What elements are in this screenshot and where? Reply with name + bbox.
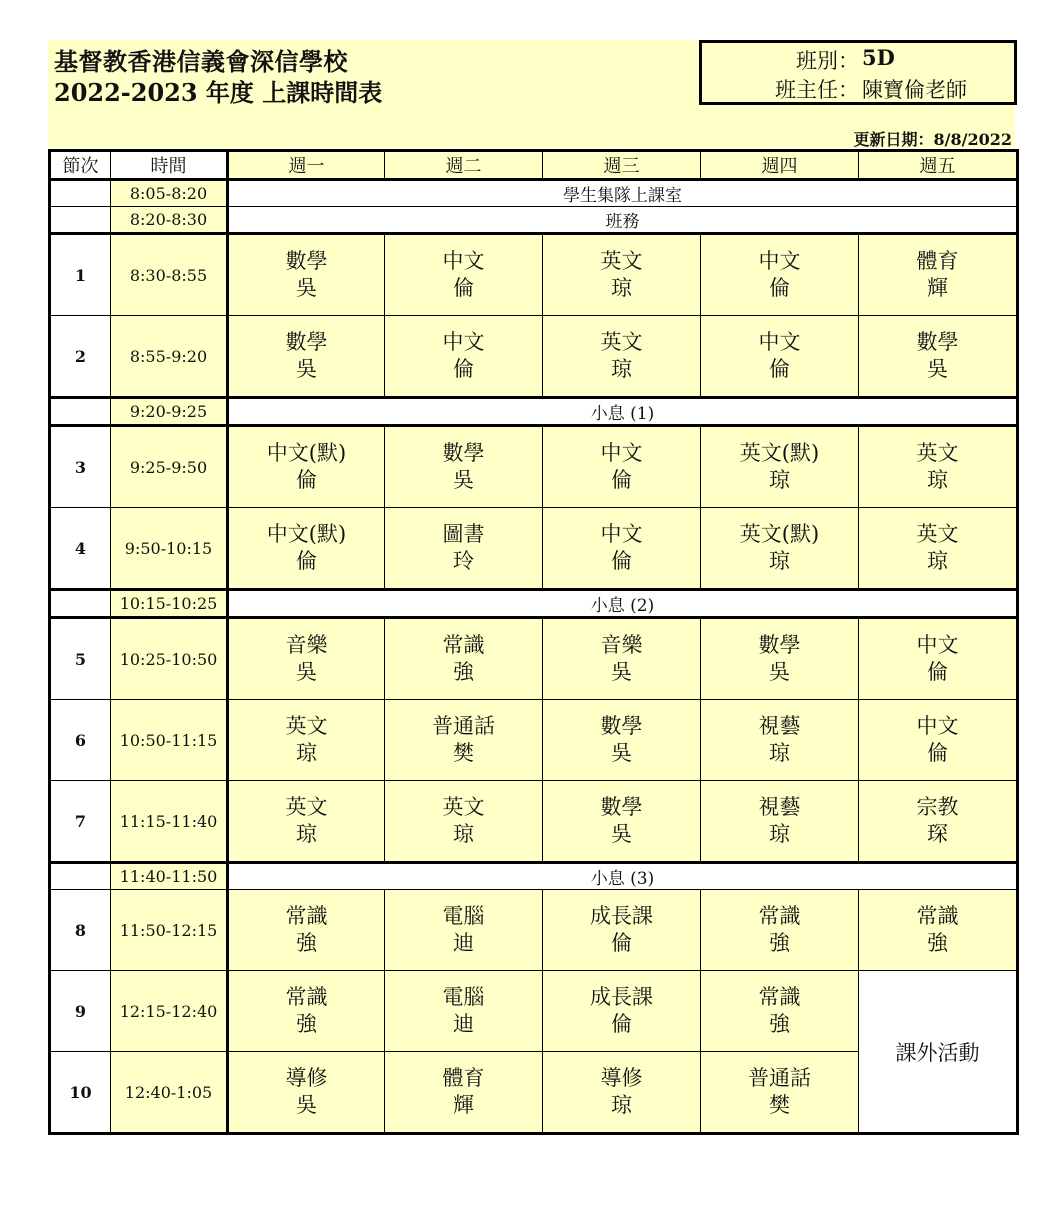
time-cell: 9:25-9:50 bbox=[111, 426, 228, 508]
lesson-teacher: 倫 bbox=[769, 276, 790, 300]
time-cell: 8:05-8:20 bbox=[111, 180, 228, 207]
period-number-cell bbox=[50, 398, 111, 426]
lesson-cell bbox=[543, 426, 701, 508]
lesson-cell bbox=[701, 971, 859, 1052]
lesson-cell bbox=[385, 316, 543, 398]
time-cell: 8:55-9:20 bbox=[111, 316, 228, 398]
lesson-subject: 數學 bbox=[442, 441, 485, 465]
time-cell: 10:50-11:15 bbox=[111, 700, 228, 781]
period-row bbox=[50, 781, 1018, 863]
lesson-cell bbox=[859, 700, 1018, 781]
lesson-teacher: 琼 bbox=[611, 276, 632, 300]
period-number: 4 bbox=[50, 508, 111, 590]
info-row bbox=[50, 590, 1018, 618]
lesson-cell bbox=[701, 426, 859, 508]
lesson-cell bbox=[228, 234, 385, 316]
lesson-teacher: 倫 bbox=[611, 931, 632, 955]
lesson-cell bbox=[859, 426, 1018, 508]
lesson-teacher: 強 bbox=[296, 931, 317, 955]
lesson-subject: 英文 bbox=[916, 522, 959, 546]
lesson-teacher: 吳 bbox=[611, 822, 632, 846]
lesson-subject: 成長課 bbox=[590, 904, 653, 928]
lesson-cell bbox=[228, 618, 385, 700]
lesson-subject: 常識 bbox=[758, 904, 801, 928]
lesson-subject: 常識 bbox=[758, 985, 801, 1009]
lesson-subject: 圖書 bbox=[442, 522, 485, 546]
lesson-subject: 中文(默) bbox=[266, 522, 347, 546]
col-header-mon: 週一 bbox=[228, 151, 385, 180]
info-text: 小息 (3) bbox=[228, 863, 1018, 890]
lesson-cell bbox=[228, 700, 385, 781]
lesson-subject: 數學 bbox=[600, 714, 643, 738]
time-cell: 8:20-8:30 bbox=[111, 207, 228, 234]
lesson-teacher: 樊 bbox=[769, 1093, 790, 1117]
lesson-cell bbox=[701, 508, 859, 590]
lesson-teacher: 琼 bbox=[769, 822, 790, 846]
period-row bbox=[50, 316, 1018, 398]
lesson-cell bbox=[228, 781, 385, 863]
lesson-teacher: 倫 bbox=[927, 741, 948, 765]
lesson-cell bbox=[543, 700, 701, 781]
time-cell: 10:15-10:25 bbox=[111, 590, 228, 618]
lesson-subject: 數學 bbox=[285, 330, 328, 354]
lesson-teacher: 琼 bbox=[769, 468, 790, 492]
info-text: 小息 (2) bbox=[228, 590, 1018, 618]
lesson-subject: 視藝 bbox=[758, 714, 801, 738]
lesson-teacher: 琼 bbox=[296, 822, 317, 846]
lesson-teacher: 倫 bbox=[769, 357, 790, 381]
time-cell: 12:40-1:05 bbox=[111, 1052, 228, 1134]
lesson-cell bbox=[385, 700, 543, 781]
lesson-cell bbox=[385, 426, 543, 508]
updated-date: 更新日期：8/8/2022 bbox=[853, 130, 1012, 149]
lesson-cell bbox=[228, 890, 385, 971]
period-number-cell bbox=[50, 207, 111, 234]
lesson-subject: 導修 bbox=[285, 1066, 328, 1090]
period-row bbox=[50, 426, 1018, 508]
lesson-subject: 數學 bbox=[758, 633, 801, 657]
period-row bbox=[50, 700, 1018, 781]
lesson-cell bbox=[543, 971, 701, 1052]
lesson-subject: 中文 bbox=[916, 633, 959, 657]
period-row bbox=[50, 971, 1018, 1052]
lesson-teacher: 倫 bbox=[453, 357, 474, 381]
lesson-cell bbox=[385, 234, 543, 316]
col-header-time: 時間 bbox=[111, 151, 228, 180]
lesson-cell bbox=[701, 700, 859, 781]
lesson-subject: 英文 bbox=[285, 714, 328, 738]
lesson-cell bbox=[701, 890, 859, 971]
lesson-teacher: 倫 bbox=[296, 468, 317, 492]
period-number-cell bbox=[50, 590, 111, 618]
lesson-cell bbox=[543, 316, 701, 398]
lesson-cell bbox=[859, 781, 1018, 863]
lesson-cell bbox=[228, 508, 385, 590]
school-name: 基督教香港信義會深信學校 bbox=[54, 47, 348, 76]
period-number: 5 bbox=[50, 618, 111, 700]
period-number-cell bbox=[50, 180, 111, 207]
lesson-cell bbox=[543, 781, 701, 863]
lesson-subject: 常識 bbox=[442, 633, 485, 657]
period-number: 6 bbox=[50, 700, 111, 781]
lesson-teacher: 琼 bbox=[453, 822, 474, 846]
lesson-subject: 成長課 bbox=[590, 985, 653, 1009]
lesson-cell bbox=[385, 781, 543, 863]
lesson-teacher: 強 bbox=[769, 931, 790, 955]
extra-activity-cell: 課外活動 bbox=[859, 971, 1018, 1134]
time-cell: 9:50-10:15 bbox=[111, 508, 228, 590]
period-number-cell bbox=[50, 863, 111, 890]
lesson-cell bbox=[228, 426, 385, 508]
lesson-teacher: 強 bbox=[296, 1012, 317, 1036]
time-cell: 11:15-11:40 bbox=[111, 781, 228, 863]
lesson-subject: 英文 bbox=[600, 330, 643, 354]
lesson-cell bbox=[701, 781, 859, 863]
period-row bbox=[50, 618, 1018, 700]
class-info-box bbox=[699, 40, 1017, 105]
lesson-teacher: 樊 bbox=[453, 741, 474, 765]
lesson-cell bbox=[859, 234, 1018, 316]
lesson-subject: 體育 bbox=[442, 1066, 485, 1090]
lesson-subject: 中文 bbox=[442, 330, 485, 354]
time-cell: 11:40-11:50 bbox=[111, 863, 228, 890]
lesson-teacher: 倫 bbox=[611, 1012, 632, 1036]
lesson-cell bbox=[385, 971, 543, 1052]
lesson-teacher: 強 bbox=[927, 931, 948, 955]
lesson-teacher: 強 bbox=[769, 1012, 790, 1036]
lesson-cell bbox=[385, 618, 543, 700]
period-row bbox=[50, 234, 1018, 316]
lesson-cell bbox=[859, 890, 1018, 971]
lesson-subject: 電腦 bbox=[442, 904, 485, 928]
info-row bbox=[50, 398, 1018, 426]
lesson-subject: 數學 bbox=[285, 249, 328, 273]
time-cell: 9:20-9:25 bbox=[111, 398, 228, 426]
lesson-cell bbox=[543, 1052, 701, 1134]
lesson-cell bbox=[701, 234, 859, 316]
lesson-teacher: 琼 bbox=[611, 1093, 632, 1117]
lesson-cell bbox=[543, 234, 701, 316]
lesson-cell bbox=[543, 890, 701, 971]
info-text: 小息 (1) bbox=[228, 398, 1018, 426]
lesson-teacher: 倫 bbox=[611, 468, 632, 492]
lesson-teacher: 琛 bbox=[927, 822, 948, 846]
time-cell: 12:15-12:40 bbox=[111, 971, 228, 1052]
period-number: 2 bbox=[50, 316, 111, 398]
lesson-cell bbox=[701, 316, 859, 398]
info-row bbox=[50, 863, 1018, 890]
class-teacher-label: 班主任： bbox=[775, 78, 859, 102]
lesson-subject: 英文 bbox=[442, 795, 485, 819]
col-header-thu: 週四 bbox=[701, 151, 859, 180]
lesson-subject: 普通話 bbox=[432, 714, 495, 738]
class-teacher-value: 陳寶倫老師 bbox=[862, 78, 967, 102]
lesson-subject: 英文(默) bbox=[739, 522, 820, 546]
lesson-cell bbox=[228, 1052, 385, 1134]
period-number: 10 bbox=[50, 1052, 111, 1134]
lesson-teacher: 倫 bbox=[611, 549, 632, 573]
lesson-teacher: 倫 bbox=[927, 660, 948, 684]
lesson-cell bbox=[385, 1052, 543, 1134]
period-number: 7 bbox=[50, 781, 111, 863]
lesson-cell bbox=[543, 618, 701, 700]
timetable-title: 2022-2023 年度 上課時間表 bbox=[54, 78, 383, 107]
lesson-teacher: 吳 bbox=[453, 468, 474, 492]
class-value: 5D bbox=[862, 45, 895, 70]
lesson-cell bbox=[701, 1052, 859, 1134]
period-number: 8 bbox=[50, 890, 111, 971]
col-header-tue: 週二 bbox=[385, 151, 543, 180]
col-header-fri: 週五 bbox=[859, 151, 1018, 180]
lesson-subject: 中文 bbox=[442, 249, 485, 273]
lesson-teacher: 迪 bbox=[453, 1012, 474, 1036]
time-cell: 10:25-10:50 bbox=[111, 618, 228, 700]
period-number: 1 bbox=[50, 234, 111, 316]
lesson-subject: 宗教 bbox=[916, 795, 959, 819]
time-cell: 8:30-8:55 bbox=[111, 234, 228, 316]
lesson-teacher: 輝 bbox=[453, 1093, 474, 1117]
lesson-teacher: 吳 bbox=[611, 660, 632, 684]
col-header-wed: 週三 bbox=[543, 151, 701, 180]
timetable bbox=[48, 149, 1019, 1135]
lesson-teacher: 吳 bbox=[296, 660, 317, 684]
lesson-teacher: 琼 bbox=[927, 549, 948, 573]
info-row bbox=[50, 180, 1018, 207]
lesson-teacher: 吳 bbox=[296, 276, 317, 300]
lesson-cell bbox=[859, 508, 1018, 590]
time-cell: 11:50-12:15 bbox=[111, 890, 228, 971]
lesson-teacher: 琼 bbox=[611, 357, 632, 381]
class-label: 班別： bbox=[796, 49, 859, 73]
lesson-cell bbox=[228, 316, 385, 398]
lesson-subject: 體育 bbox=[916, 249, 959, 273]
col-header-period: 節次 bbox=[50, 151, 111, 180]
lesson-subject: 中文(默) bbox=[266, 441, 347, 465]
lesson-teacher: 強 bbox=[453, 660, 474, 684]
lesson-subject: 常識 bbox=[916, 904, 959, 928]
lesson-teacher: 琼 bbox=[296, 741, 317, 765]
lesson-subject: 數學 bbox=[600, 795, 643, 819]
lesson-teacher: 吳 bbox=[296, 357, 317, 381]
lesson-subject: 音樂 bbox=[285, 633, 328, 657]
lesson-subject: 英文 bbox=[916, 441, 959, 465]
lesson-teacher: 琼 bbox=[927, 468, 948, 492]
period-row bbox=[50, 890, 1018, 971]
lesson-cell bbox=[228, 971, 385, 1052]
lesson-subject: 中文 bbox=[758, 249, 801, 273]
lesson-teacher: 吳 bbox=[296, 1093, 317, 1117]
lesson-subject: 英文(默) bbox=[739, 441, 820, 465]
lesson-subject: 中文 bbox=[600, 441, 643, 465]
lesson-subject: 普通話 bbox=[748, 1066, 811, 1090]
period-number: 9 bbox=[50, 971, 111, 1052]
lesson-subject: 常識 bbox=[285, 985, 328, 1009]
header-row bbox=[50, 151, 1018, 180]
lesson-teacher: 迪 bbox=[453, 931, 474, 955]
lesson-cell bbox=[859, 618, 1018, 700]
lesson-subject: 視藝 bbox=[758, 795, 801, 819]
period-number: 3 bbox=[50, 426, 111, 508]
lesson-teacher: 吳 bbox=[769, 660, 790, 684]
lesson-teacher: 琼 bbox=[769, 549, 790, 573]
lesson-subject: 中文 bbox=[600, 522, 643, 546]
lesson-subject: 英文 bbox=[600, 249, 643, 273]
lesson-cell bbox=[543, 508, 701, 590]
lesson-subject: 中文 bbox=[916, 714, 959, 738]
lesson-subject: 英文 bbox=[285, 795, 328, 819]
lesson-subject: 音樂 bbox=[600, 633, 643, 657]
lesson-teacher: 玲 bbox=[453, 549, 474, 573]
lesson-teacher: 吳 bbox=[927, 357, 948, 381]
lesson-subject: 數學 bbox=[916, 330, 959, 354]
lesson-cell bbox=[859, 316, 1018, 398]
info-row bbox=[50, 207, 1018, 234]
lesson-subject: 導修 bbox=[600, 1066, 643, 1090]
lesson-teacher: 輝 bbox=[927, 276, 948, 300]
info-text: 班務 bbox=[228, 207, 1018, 234]
period-row bbox=[50, 508, 1018, 590]
lesson-subject: 中文 bbox=[758, 330, 801, 354]
info-text: 學生集隊上課室 bbox=[228, 180, 1018, 207]
lesson-cell bbox=[385, 890, 543, 971]
lesson-subject: 常識 bbox=[285, 904, 328, 928]
lesson-teacher: 倫 bbox=[453, 276, 474, 300]
lesson-cell bbox=[385, 508, 543, 590]
lesson-teacher: 吳 bbox=[611, 741, 632, 765]
lesson-teacher: 倫 bbox=[296, 549, 317, 573]
lesson-subject: 電腦 bbox=[442, 985, 485, 1009]
lesson-teacher: 琼 bbox=[769, 741, 790, 765]
lesson-cell bbox=[701, 618, 859, 700]
